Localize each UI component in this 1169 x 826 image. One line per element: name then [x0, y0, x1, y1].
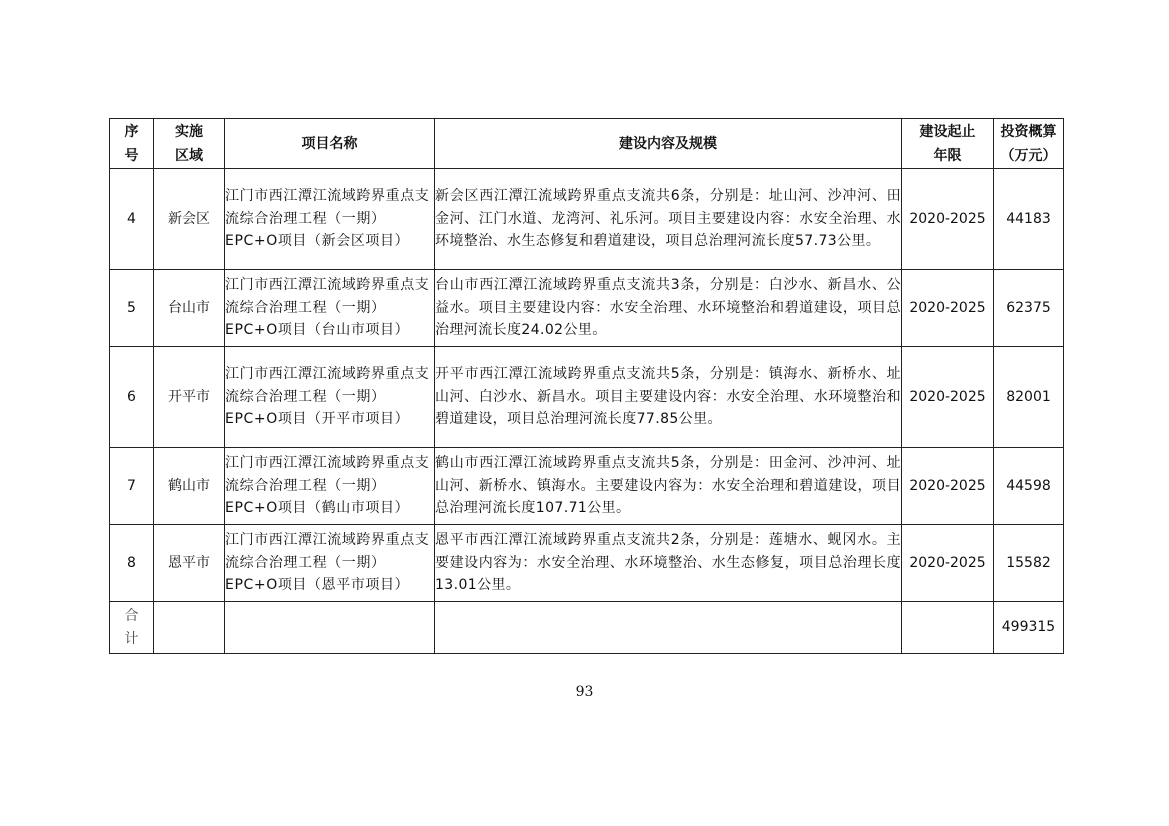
table-row: [110, 448, 1064, 525]
total-invest: 499315: [994, 602, 1064, 654]
table-row: [110, 525, 1064, 602]
cell-area: 鹤山市: [154, 448, 225, 525]
total-empty-name: [225, 602, 435, 654]
project-table: [109, 118, 1064, 654]
cell-period: 2020-2025: [902, 525, 994, 602]
cell-no: 8: [110, 525, 154, 602]
header-area: 实施 区域: [154, 119, 225, 169]
cell-period: 2020-2025: [902, 448, 994, 525]
header-no: 序 号: [110, 119, 154, 169]
cell-content: 台山市西江潭江流域跨界重点支流共3条，分别是：白沙水、新昌水、公益水。项目主要建设内容：水安全治理、水环境整治和碧道建设，项目总治理河流长度24.02公里。: [435, 270, 902, 347]
cell-no: 5: [110, 270, 154, 347]
cell-period: 2020-2025: [902, 270, 994, 347]
cell-content: 恩平市西江潭江流域跨界重点支流共2条，分别是：莲塘水、蚬冈水。主要建设内容为：水安全治理、水环境整治、水生态修复，项目总治理长度13.01公里。: [435, 525, 902, 602]
table-row: [110, 347, 1064, 448]
header-invest: 投资概算 （万元）: [994, 119, 1064, 169]
total-empty-area: [154, 602, 225, 654]
total-empty-period: [902, 602, 994, 654]
cell-area: 恩平市: [154, 525, 225, 602]
cell-area: 新会区: [154, 169, 225, 270]
table-header-row: [110, 119, 1064, 169]
cell-project-name: 江门市西江潭江流域跨界重点支流综合治理工程（一期）EPC+O项目（恩平市项目）: [225, 525, 435, 602]
cell-invest: 82001: [994, 347, 1064, 448]
header-content: 建设内容及规模: [435, 119, 902, 169]
cell-no: 6: [110, 347, 154, 448]
cell-area: 开平市: [154, 347, 225, 448]
cell-project-name: 江门市西江潭江流域跨界重点支流综合治理工程（一期）EPC+O项目（新会区项目）: [225, 169, 435, 270]
cell-content: 鹤山市西江潭江流域跨界重点支流共5条，分别是：田金河、沙冲河、址山河、新桥水、镇海水。主要建设内容为：水安全治理和碧道建设，项目总治理河流长度107.71公里。: [435, 448, 902, 525]
total-label: 合 计: [110, 602, 154, 654]
cell-invest: 62375: [994, 270, 1064, 347]
cell-project-name: 江门市西江潭江流域跨界重点支流综合治理工程（一期）EPC+O项目（台山市项目）: [225, 270, 435, 347]
header-name: 项目名称: [225, 119, 435, 169]
table-row: [110, 169, 1064, 270]
cell-period: 2020-2025: [902, 347, 994, 448]
cell-project-name: 江门市西江潭江流域跨界重点支流综合治理工程（一期）EPC+O项目（鹤山市项目）: [225, 448, 435, 525]
cell-period: 2020-2025: [902, 169, 994, 270]
cell-area: 台山市: [154, 270, 225, 347]
header-period: 建设起止 年限: [902, 119, 994, 169]
table-row: [110, 270, 1064, 347]
cell-no: 7: [110, 448, 154, 525]
page-number: 93: [575, 684, 594, 700]
cell-invest: 15582: [994, 525, 1064, 602]
cell-no: 4: [110, 169, 154, 270]
total-empty-content: [435, 602, 902, 654]
cell-invest: 44183: [994, 169, 1064, 270]
total-row: [110, 602, 1064, 654]
cell-invest: 44598: [994, 448, 1064, 525]
cell-project-name: 江门市西江潭江流域跨界重点支流综合治理工程（一期）EPC+O项目（开平市项目）: [225, 347, 435, 448]
cell-content: 开平市西江潭江流域跨界重点支流共5条，分别是：镇海水、新桥水、址山河、白沙水、新昌水。项目主要建设内容：水安全治理、水环境整治和碧道建设，项目总治理河流长度77.85公里。: [435, 347, 902, 448]
cell-content: 新会区西江潭江流域跨界重点支流共6条，分别是：址山河、沙冲河、田金河、江门水道、龙湾河、礼乐河。项目主要建设内容：水安全治理、水环境整治、水生态修复和碧道建设，项目总治理河流长度57.73公里。: [435, 169, 902, 270]
